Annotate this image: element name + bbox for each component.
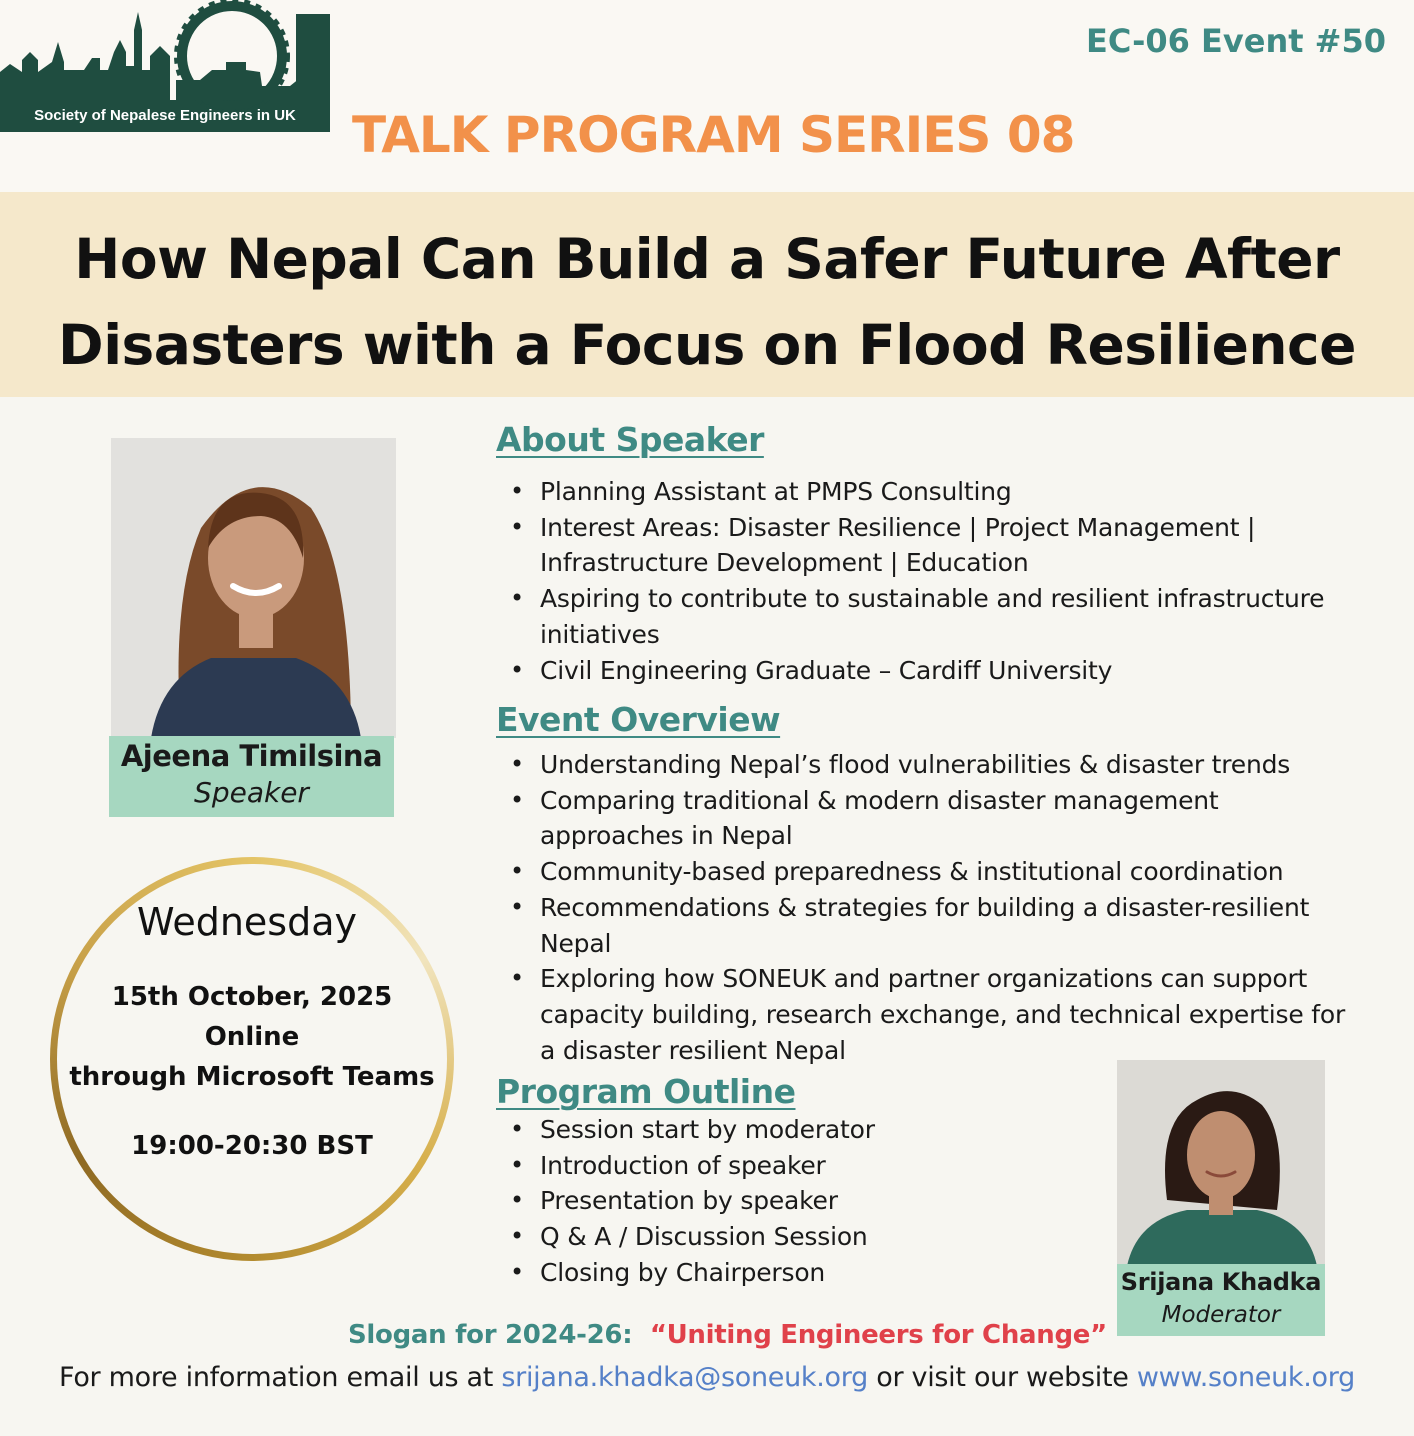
event-day: Wednesday <box>136 900 357 944</box>
list-item: • Presentation by speaker <box>540 1183 875 1219</box>
footer-contact <box>0 1362 1414 1393</box>
about-list <box>540 474 1324 688</box>
list-item: a disaster resilient Nepal <box>540 1035 846 1065</box>
list-item: • Civil Engineering Graduate – Cardiff University <box>540 653 1324 689</box>
list-item: • Exploring how SONEUK and partner organizations can support <box>540 961 1345 997</box>
website-link[interactable]: www.soneuk.org <box>1136 1362 1355 1393</box>
slogan-label: Slogan for 2024-26: <box>348 1320 633 1350</box>
event-title-line-2: Disasters with a Focus on Flood Resilience <box>58 313 1356 377</box>
moderator-portrait-icon <box>1117 1060 1325 1266</box>
speaker-role: Speaker <box>194 776 309 809</box>
footer-middle: or visit our website <box>876 1362 1129 1393</box>
list-item: capacity building, research exchange, and technical expertise for <box>540 999 1346 1029</box>
list-item: • Planning Assistant at PMPS Consulting <box>540 474 1324 510</box>
series-title: TALK PROGRAM SERIES 08 <box>352 106 1075 164</box>
list-item: approaches in Nepal <box>540 821 793 851</box>
moderator-photo <box>1117 1060 1325 1266</box>
list-item: • Recommendations & strategies for building a disaster-resilient <box>540 890 1345 926</box>
footer-prefix: For more information email us at <box>59 1362 494 1393</box>
outline-list <box>540 1112 875 1291</box>
event-date: 15th October, 2025 <box>111 982 393 1012</box>
list-item: Infrastructure Development | Education <box>540 548 1029 578</box>
list-item: • Session start by moderator <box>540 1112 875 1148</box>
outline-heading: Program Outline <box>496 1072 796 1111</box>
list-item: • Community-based preparedness & institutional coordination <box>540 854 1345 890</box>
moderator-name: Srijana Khadka <box>1120 1268 1322 1296</box>
list-item: Nepal <box>540 928 612 958</box>
speaker-name: Ajeena Timilsina <box>120 739 383 773</box>
speaker-portrait-icon <box>111 438 396 738</box>
overview-heading: Event Overview <box>496 700 781 739</box>
slogan-quote: “Uniting Engineers for Change” <box>649 1320 1107 1350</box>
list-item: • Understanding Nepal’s flood vulnerabilities & disaster trends <box>540 747 1345 783</box>
list-item: • Interest Areas: Disaster Resilience | Project Management | <box>540 510 1324 546</box>
slogan <box>348 1320 1107 1350</box>
overview-list <box>540 747 1345 1068</box>
event-title <box>0 216 1414 388</box>
event-title-line-1: How Nepal Can Build a Safer Future After <box>74 227 1340 291</box>
about-heading: About Speaker <box>496 420 764 459</box>
logo-text: Society of Nepalese Engineers in UK <box>34 107 296 124</box>
list-item: • Q & A / Discussion Session <box>540 1219 875 1255</box>
event-platform: through Microsoft Teams <box>69 1062 435 1092</box>
contact-email-link[interactable]: srijana.khadka@soneuk.org <box>501 1362 868 1393</box>
list-item: • Closing by Chairperson <box>540 1255 875 1291</box>
speaker-name-card <box>109 736 394 817</box>
list-item: initiatives <box>540 619 660 649</box>
moderator-name-card <box>1117 1264 1325 1336</box>
soneuk-logo <box>0 0 330 132</box>
event-mode: Online <box>204 1022 300 1052</box>
speaker-photo <box>111 438 396 738</box>
list-item: • Introduction of speaker <box>540 1148 875 1184</box>
list-item: • Comparing traditional & modern disaster management <box>540 783 1345 819</box>
event-time: 19:00-20:30 BST <box>131 1131 373 1161</box>
event-code: EC-06 Event #50 <box>1085 22 1386 60</box>
moderator-role: Moderator <box>1161 1302 1281 1328</box>
list-item: • Aspiring to contribute to sustainable and resilient infrastructure <box>540 581 1324 617</box>
